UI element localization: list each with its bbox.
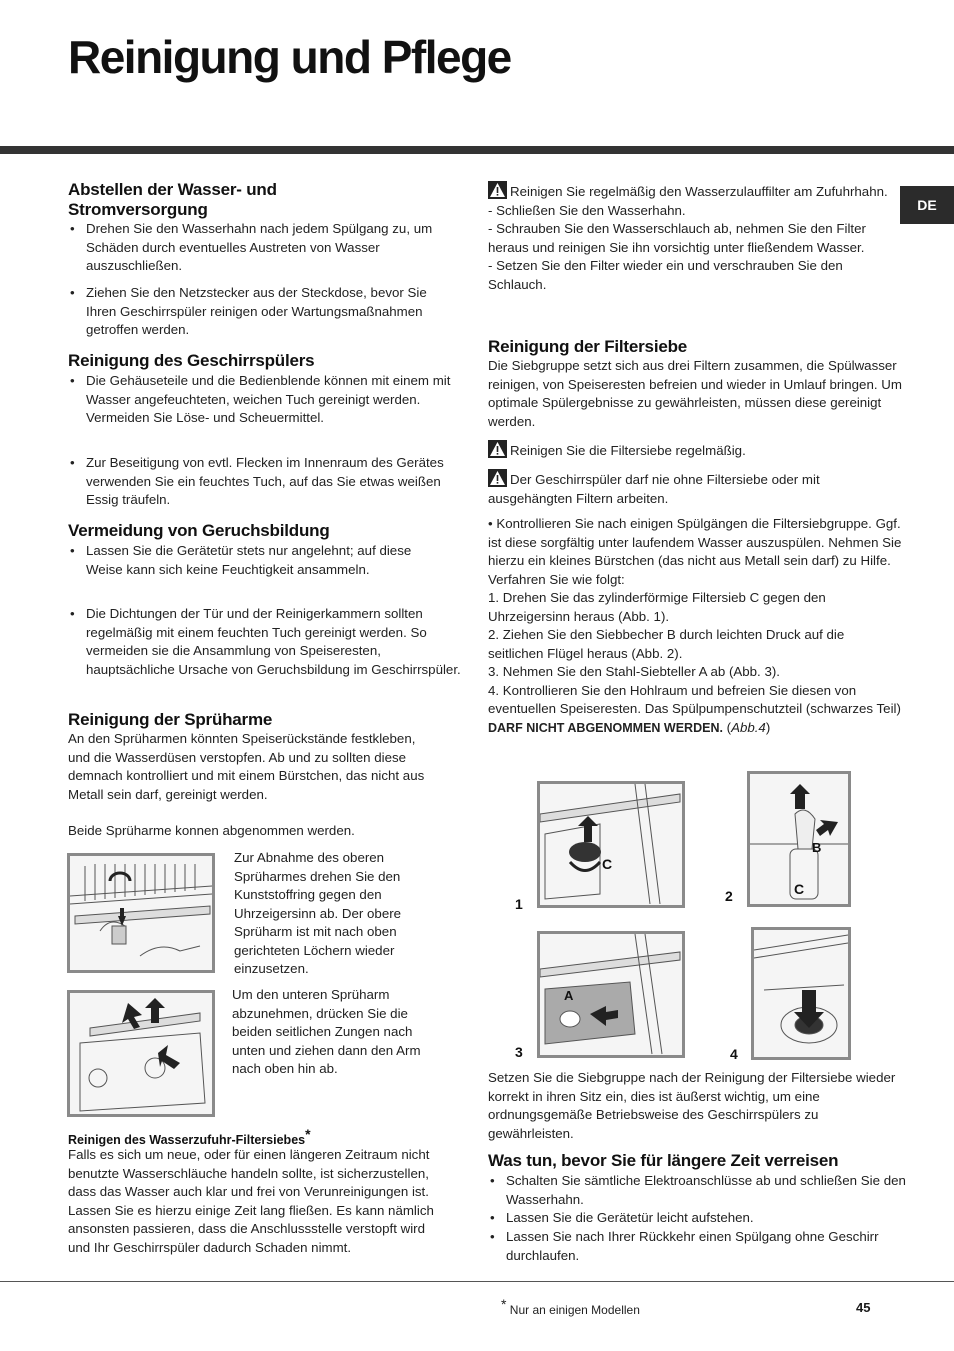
filter-figure-1	[537, 781, 685, 908]
step-2: 2. Ziehen Sie den Siebbecher B durch leichten Druck auf die seitlichen Flügel heraus (Abb. 2).	[488, 627, 845, 661]
filter-illustration-2	[750, 774, 848, 904]
intro-line: Reinigen Sie regelmäßig den Wasserzulauffilter am Zufuhrhahn.	[510, 184, 888, 199]
step-4: 4. Kontrollieren Sie den Hohlraum und befreien Sie diesen von eventuellen Speiseresten. Das Spülpumpenschutzteil (schwarzes Teil)	[488, 682, 901, 716]
list-item: • Zur Beseitigung von evtl. Flecken im Innenraum des Gerätes verwenden Sie ein feuchtes Tuch, auf das Sie etwas weißen Essig träufeln.	[68, 454, 456, 510]
warning-text: Der Geschirrspüler darf nie ohne Filtersiebe oder mit ausgehängten Filtern arbeiten.	[488, 472, 820, 506]
paragraph: Falls es sich um neue, oder für einen längeren Zeitraum nicht benutzte Wasserschläuche handeln sollte, ist sicherzustellen, dass das Wasser auch klar und frei von Verunreinigungen ist. Lassen Sie es hierzu einige Zeit lang fließen. Es kann nämlich ansonsten passieren, dass die Anschlussstelle verstopft wird und Ihr Geschirrspüler dadurch Schaden nimmt.	[68, 1147, 434, 1255]
warning-note	[488, 440, 903, 461]
footer-rule	[0, 1281, 954, 1282]
heading-filter-cleaning: Reinigung der Filtersiebe	[488, 337, 688, 356]
warning-text: Reinigen Sie die Filtersiebe regelmäßig.	[510, 443, 746, 458]
upper-spray-arm-illustration	[70, 856, 212, 970]
warning-note	[488, 469, 903, 508]
warning-icon	[488, 469, 507, 487]
filter-illustration-3	[540, 934, 682, 1055]
heading-odor: Vermeidung von Geruchsbildung	[68, 521, 330, 540]
lower-spray-arm-illustration	[70, 993, 212, 1114]
upper-spray-arm-figure	[67, 853, 215, 973]
list-item: • Ziehen Sie den Netzstecker aus der Steckdose, bevor Sie Ihren Geschirrspüler reinigen oder Wartungsmaßnahmen getroffen werden.	[68, 284, 456, 340]
heading-inlet-filter-text: Reinigen des Wasserzufuhr-Filtersiebes	[68, 1133, 306, 1148]
lower-spray-arm-figure	[67, 990, 215, 1117]
header-rule	[0, 146, 954, 154]
warning-icon	[488, 440, 507, 458]
warning-icon	[488, 181, 507, 199]
figure-number-2: 2	[725, 888, 733, 904]
paragraph: Die Siebgruppe setzt sich aus drei Filtern zusammen, die Spülwasser reinigen, von Speiseresten befreien und wieder in Umlauf bringen. Um optimale Spülergebnisse zu gewährleisten, müssen diese gereinigt werden.	[488, 358, 902, 429]
footnote-text: Nur an einigen Modellen	[509, 1303, 640, 1317]
filter-steps: • Kontrollieren Sie nach einigen Spülgängen die Filtersiebgruppe. Ggf. ist diese sorgfältig unter laufendem Wasser auszuspülen. Nehmen Sie hierzu ein kleines Bürstchen (das nicht aus Metall sein darf) zu Hilfe. Verfahren Sie wie folgt: 1. Drehen Sie das zylinderförmige Filtersieb C gegen den Uhrzeigersinn heraus (Abb. 1). 2. Ziehen Sie den Siebbecher B durch leichten Druck auf die seitlichen Flügel heraus (Abb. 2). 3. Nehmen Sie den Stahl-Siebteller A ab (Abb. 3). 4. Kontrollieren Sie den Hohlraum und befreien Sie diesen von eventuellen Speiseresten. Das Spülpumpenschutzteil (schwarzes Teil) DARF NICHT ABGENOMMEN WERDEN. (Abb.4)	[488, 516, 902, 735]
upper-spray-arm-text: Zur Abnahme des oberen Sprüharmes drehen Sie den Kunststoffring gegen den Uhrzeigersinn ab. Der obere Sprüharm ist mit nach oben gerichteten Löchern wieder einzusetzen.	[234, 850, 402, 976]
filter-illustration-4	[754, 930, 848, 1057]
paragraph: An den Sprüharmen könnten Speiserückstände festkleben, und die Wasserdüsen verstopfen. Ab und zu sollten diese demnach kontrolliert und mit einem Bürstchen, das nicht aus Metall sein darf, gereinigt werden.	[68, 731, 425, 802]
filter-figure-2	[747, 771, 851, 907]
paragraph: Beide Sprüharme konnen abgenommen werden.	[68, 823, 355, 838]
language-tab: DE	[900, 186, 954, 224]
page-title: Reinigung und Pflege	[68, 31, 511, 83]
list-item: • Lassen Sie die Gerätetür stets nur angelehnt; auf diese Weise kann sich keine Feuchtigkeit ansammeln.	[68, 542, 446, 579]
inlet-filter-instructions	[488, 181, 898, 294]
filter-figure-3	[537, 931, 685, 1058]
steps-intro: • Kontrollieren Sie nach einigen Spülgängen die Filtersiebgruppe. Ggf. ist diese sorgfältig unter laufendem Wasser auszuspülen. Nehmen Sie hierzu ein kleines Bürstchen (das nicht aus Metall sein darf) zu Hilfe. Verfahren Sie wie folgt:	[488, 516, 902, 587]
step-3: 3. Nehmen Sie den Stahl-Siebteller A ab (Abb. 3).	[488, 664, 780, 679]
step-1: 1. Drehen Sie das zylinderförmige Filtersieb C gegen den Uhrzeigersinn heraus (Abb. 1).	[488, 590, 826, 624]
figure-number-3: 3	[515, 1044, 523, 1060]
filter-label-a: A	[564, 988, 574, 1003]
list-item: • Lassen Sie die Gerätetür leicht aufstehen.	[488, 1209, 906, 1228]
paragraph: Setzen Sie die Siebgruppe nach der Reinigung der Filtersiebe wieder korrekt in ihren Sitz ein, dies ist äußerst wichtig, um eine ordnungsgemäße Betriebsweise des Geschirrspülers zu gewährleisten.	[488, 1070, 896, 1141]
footnote	[501, 1296, 640, 1317]
figure-number-4: 4	[730, 1046, 738, 1062]
step-4-ref: Abb.4	[731, 719, 766, 735]
heading-cleaning-dishwasher: Reinigung des Geschirrspülers	[68, 351, 315, 370]
intro-line: - Setzen Sie den Filter wieder ein und verschrauben Sie den Schlauch.	[488, 258, 843, 292]
filter-illustration-1	[540, 784, 682, 905]
filter-label-c: C	[602, 856, 613, 872]
list-item: • Die Gehäuseteile und die Bedienblende können mit einem mit Wasser angefeuchteten, weichen Tuch gereinigt werden. Vermeiden Sie Löse- und Scheuermittel.	[68, 372, 456, 428]
heading-before-vacation: Was tun, bevor Sie für längere Zeit verreisen	[488, 1151, 839, 1170]
list-item: • Die Dichtungen der Tür und der Reinigerkammern sollten regelmäßig mit einem feuchten Tuch gereinigt werden. So vermeiden sie die Ansammlung von Speiseresten, hauptsächliche Ursache von Geruchsbildung im Geschirrspüler.	[68, 605, 461, 679]
list-item: • Drehen Sie den Wasserhahn nach jedem Spülgang zu, um Schäden durch eventuelles Austreten von Wasser auszuschließen.	[68, 220, 451, 276]
list-item: • Lassen Sie nach Ihrer Rückkehr einen Spülgang ohne Geschirr durchlaufen.	[488, 1228, 906, 1265]
heading-spray-arms: Reinigung der Sprüharme	[68, 710, 273, 729]
footnote-marker: *	[305, 1126, 311, 1142]
heading-water-power: Abstellen der Wasser- und Stromversorgung	[68, 180, 277, 219]
heading-inlet-filter	[68, 1126, 311, 1147]
lower-spray-arm-text: Um den unteren Sprüharm abzunehmen, drücken Sie die beiden seitlichen Zungen nach unten und ziehen dann den Arm nach oben hin ab.	[232, 987, 421, 1076]
footnote-star: *	[501, 1296, 507, 1312]
filter-label-b: B	[812, 840, 822, 855]
page-number: 45	[856, 1300, 871, 1315]
intro-line: - Schließen Sie den Wasserhahn.	[488, 202, 686, 218]
step-4-warning: DARF NICHT ABGENOMMEN WERDEN.	[488, 720, 723, 735]
list-item: • Schalten Sie sämtliche Elektroanschlüsse ab und schließen Sie den Wasserhahn.	[488, 1172, 906, 1209]
filter-figure-4	[751, 927, 851, 1060]
filter-label-c2: C	[794, 881, 805, 897]
figure-number-1: 1	[515, 896, 523, 912]
intro-line: - Schrauben Sie den Wasserschlauch ab, nehmen Sie den Filter heraus und reinigen Sie ihn vorsichtig unter fließendem Wasser.	[488, 221, 866, 255]
